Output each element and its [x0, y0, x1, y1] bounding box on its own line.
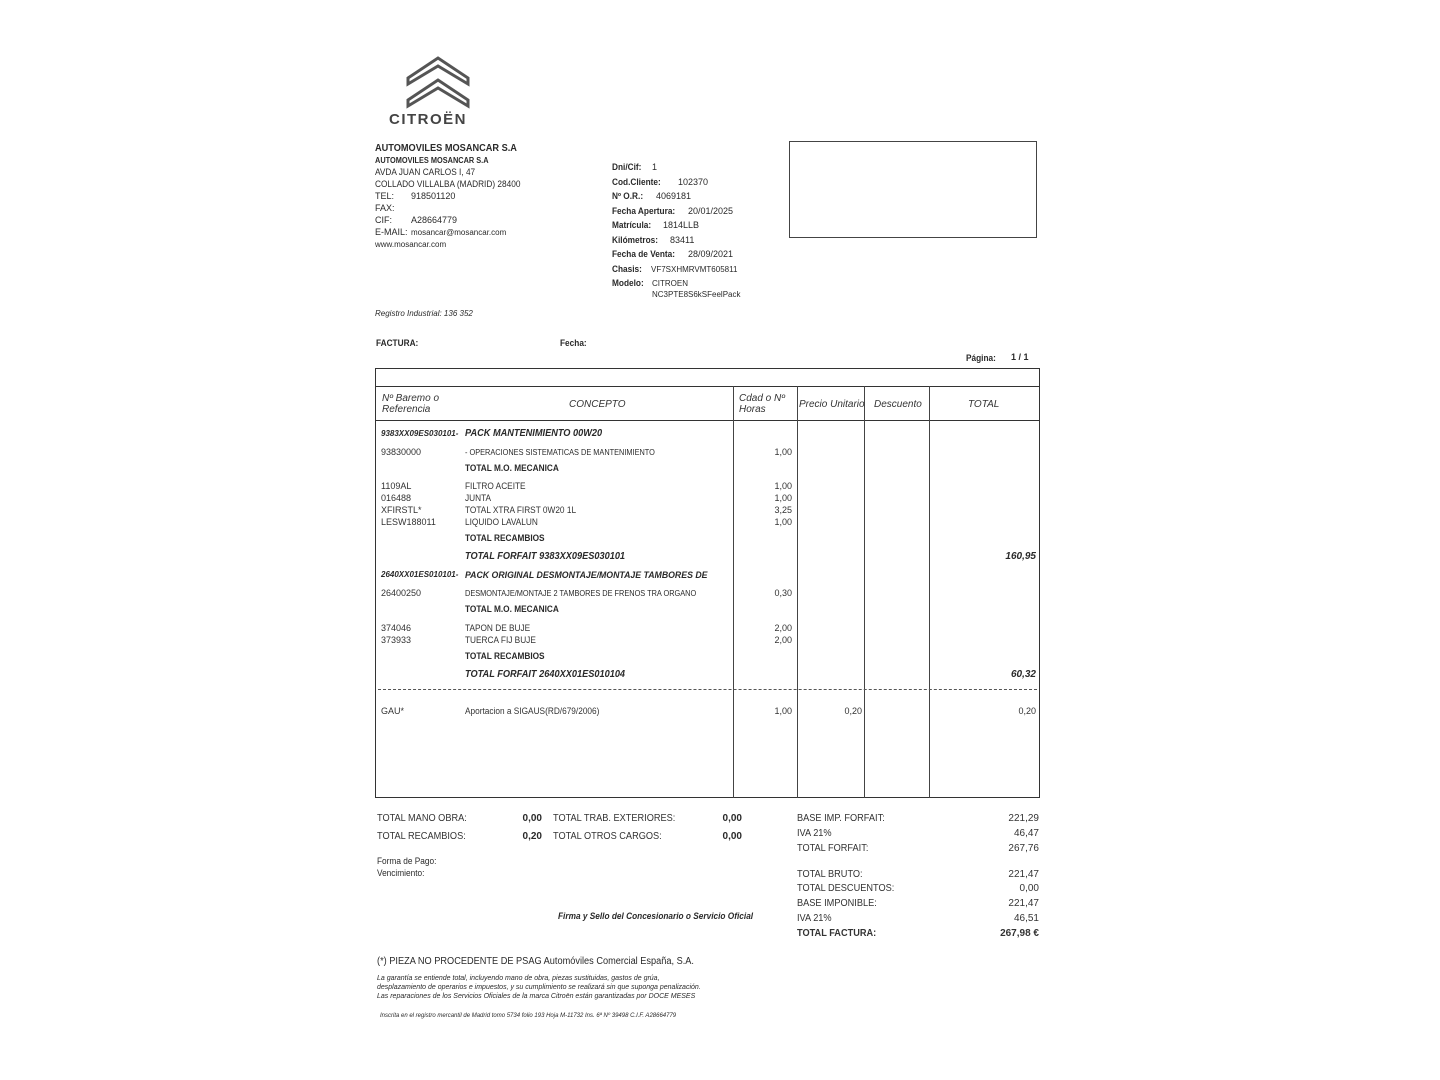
otros-label: TOTAL OTROS CARGOS:: [553, 831, 662, 842]
footer-legal-2: desplazamiento de operarios e impuestos, y su cumplimiento se realizará sin que suponga penalización.: [377, 984, 701, 991]
company-tel-label: TEL:: [375, 191, 395, 201]
citroen-logo: [388, 50, 488, 130]
header-precio: Precio Unitario: [799, 399, 865, 410]
company-name: AUTOMOVILES MOSANCAR S.A: [375, 143, 517, 154]
address-box: [789, 141, 1037, 238]
row-ref: XFIRSTL*: [381, 505, 422, 515]
client-value: 83411: [670, 235, 695, 245]
forma-pago: Forma de Pago:: [377, 856, 437, 866]
row-ref: GAU*: [381, 706, 405, 716]
total-factura-value: 267,98 €: [1000, 928, 1039, 939]
summary-value: 46,47: [1013, 828, 1039, 839]
firma-sello: Firma y Sello del Concesionario o Servicio Oficial: [558, 911, 754, 921]
header-ref: Nº Baremo o Referencia: [382, 393, 440, 415]
summary-value: 221,47: [1008, 898, 1039, 909]
footer-registry: Inscrita en el registro mercantil de Madrid tomo 5734 folio 193 Hoja M-11732 Ins. 6ª Nº 39498 C.I.F. A28664779: [380, 1013, 677, 1019]
summary-label: TOTAL BRUTO:: [797, 869, 863, 880]
client-value-2: NC3PTE8S6kSFeelPack: [652, 290, 741, 299]
client-label: Kilómetros:: [612, 235, 659, 245]
client-value: VF7SXHMRVMT605811: [651, 265, 738, 274]
row-concept: FILTRO ACEITE: [465, 481, 526, 491]
forfait-total: 160,95: [1005, 551, 1036, 562]
summary-label: TOTAL FORFAIT:: [797, 843, 869, 854]
company-cif-label: CIF:: [375, 215, 392, 225]
company-name-2: AUTOMOVILES MOSANCAR S.A: [375, 156, 489, 165]
row-ref: 26400250: [381, 588, 422, 598]
client-label: Cod.Cliente:: [612, 177, 661, 187]
company-email: mosancar@mosancar.com: [411, 228, 507, 237]
pack-ref: 9383XX09ES030101-: [381, 429, 459, 438]
total-recambios: TOTAL RECAMBIOS: [465, 651, 545, 661]
row-ref: 016488: [381, 493, 412, 503]
mano-obra-label: TOTAL MANO OBRA:: [377, 813, 467, 824]
trab-ext-value: 0,00: [722, 813, 742, 824]
otros-value: 0,00: [722, 831, 742, 842]
header-descuento: Descuento: [874, 399, 922, 410]
mano-obra-value: 0,00: [522, 813, 542, 824]
client-label: Matrícula:: [612, 220, 652, 230]
row-price: 0,20: [844, 706, 862, 716]
total-mo: TOTAL M.O. MECANICA: [465, 604, 559, 614]
company-city: COLLADO VILLALBA (MADRID) 28400: [375, 179, 521, 189]
client-value: 20/01/2025: [688, 206, 734, 216]
forfait-total: 60,32: [1010, 669, 1036, 680]
row-qty: 1,00: [774, 481, 792, 491]
row-qty: 1,00: [774, 493, 792, 503]
brand-name: CITROËN: [389, 111, 467, 128]
total-recambios: TOTAL RECAMBIOS: [465, 533, 545, 543]
row-qty: 1,00: [774, 447, 792, 457]
summary-value: 46,51: [1013, 913, 1039, 924]
row-concept: DESMONTAJE/MONTAJE 2 TAMBORES DE FRENOS TRA ORGANO: [465, 589, 697, 598]
row-ref: 1109AL: [381, 481, 412, 491]
row-total: 0,20: [1018, 706, 1036, 716]
company-fax-label: FAX:: [375, 203, 395, 213]
footer-note: (*) PIEZA NO PROCEDENTE DE PSAG Automóviles Comercial España, S.A.: [377, 956, 694, 967]
client-label: Fecha Apertura:: [612, 206, 676, 216]
summary-label: BASE IMP. FORFAIT:: [797, 813, 885, 824]
client-value: 1814LLB: [663, 220, 700, 230]
row-qty: 0,30: [774, 588, 792, 598]
total-mo: TOTAL M.O. MECANICA: [465, 463, 559, 473]
row-qty: 2,00: [774, 635, 792, 645]
row-ref: 374046: [381, 623, 412, 633]
row-ref: LESW188011: [381, 517, 436, 527]
vencimiento: Vencimiento:: [377, 868, 425, 878]
company-address: AVDA JUAN CARLOS I, 47: [375, 167, 476, 177]
total-factura-label: TOTAL FACTURA:: [797, 928, 877, 939]
pack-ref: 2640XX01ES010101-: [381, 570, 459, 579]
registro-industrial: Registro Industrial: 136 352: [375, 309, 473, 318]
row-concept: - OPERACIONES SISTEMATICAS DE MANTENIMIENTO: [465, 448, 655, 457]
client-value: 4069181: [656, 191, 692, 201]
pagina-label: Página:: [966, 353, 996, 363]
client-label: Nº O.R.:: [612, 191, 644, 201]
summary-value: 0,00: [1019, 883, 1039, 894]
client-value: 1: [652, 162, 658, 172]
factura-label: FACTURA:: [376, 338, 419, 348]
total-forfait: TOTAL FORFAIT 2640XX01ES010104: [465, 669, 626, 680]
row-concept: Aportacion a SIGAUS(RD/679/2006): [465, 706, 600, 716]
row-ref: 93830000: [381, 447, 422, 457]
summary-value: 267,76: [1008, 843, 1039, 854]
trab-ext-label: TOTAL TRAB. EXTERIORES:: [553, 813, 676, 824]
double-chevron-icon: [388, 50, 488, 112]
company-email-label: E-MAIL:: [375, 227, 408, 237]
row-qty: 2,00: [774, 623, 792, 633]
company-web: www.mosancar.com: [375, 240, 447, 249]
total-forfait: TOTAL FORFAIT 9383XX09ES030101: [465, 551, 626, 562]
row-qty: 1,00: [774, 517, 792, 527]
client-label: Fecha de Venta:: [612, 249, 676, 259]
client-value: 28/09/2021: [688, 249, 734, 259]
header-concepto: CONCEPTO: [569, 399, 626, 410]
header-cant: Cdad o Nº Horas: [739, 393, 785, 415]
recambios-value: 0,20: [522, 831, 542, 842]
summary-value: 221,29: [1008, 813, 1039, 824]
recambios-label: TOTAL RECAMBIOS:: [377, 831, 466, 842]
summary-label: IVA 21%: [797, 828, 832, 839]
fecha-label: Fecha:: [560, 338, 587, 348]
footer-legal-3: Las reparaciones de los Servicios Oficiales de la marca Citroën están garantizadas por DOCE MESES: [377, 993, 696, 1000]
pack-name: PACK MANTENIMIENTO 00W20: [465, 428, 603, 439]
summary-label: TOTAL DESCUENTOS:: [797, 883, 895, 894]
summary-label: BASE IMPONIBLE:: [797, 898, 877, 909]
summary-label: IVA 21%: [797, 913, 832, 924]
row-concept: TOTAL XTRA FIRST 0W20 1L: [465, 505, 577, 515]
pagina-number: 1 / 1: [1011, 352, 1029, 362]
client-label: Modelo:: [612, 278, 644, 288]
row-qty: 1,00: [774, 706, 792, 716]
row-concept: JUNTA: [465, 493, 492, 503]
row-qty: 3,25: [774, 505, 792, 515]
client-value: CITROEN: [652, 279, 688, 288]
pack-name: PACK ORIGINAL DESMONTAJE/MONTAJE TAMBORES DE: [465, 570, 708, 581]
row-ref: 373933: [381, 635, 412, 645]
row-concept: TAPON DE BUJE: [465, 623, 531, 633]
row-concept: LIQUIDO LAVALUN: [465, 517, 538, 527]
row-concept: TUERCA FIJ BUJE: [465, 635, 536, 645]
client-label: Dni/Cif:: [612, 162, 642, 172]
summary-value: 221,47: [1008, 869, 1039, 880]
client-value: 102370: [678, 177, 709, 187]
header-total: TOTAL: [968, 399, 1000, 410]
footer-legal-1: La garantía se entiende total, incluyendo mano de obra, piezas sustituidas, gastos de grúa,: [377, 975, 660, 982]
client-label: Chasis:: [612, 264, 642, 274]
company-tel: 918501120: [411, 191, 456, 201]
company-cif: A28664779: [411, 215, 458, 225]
